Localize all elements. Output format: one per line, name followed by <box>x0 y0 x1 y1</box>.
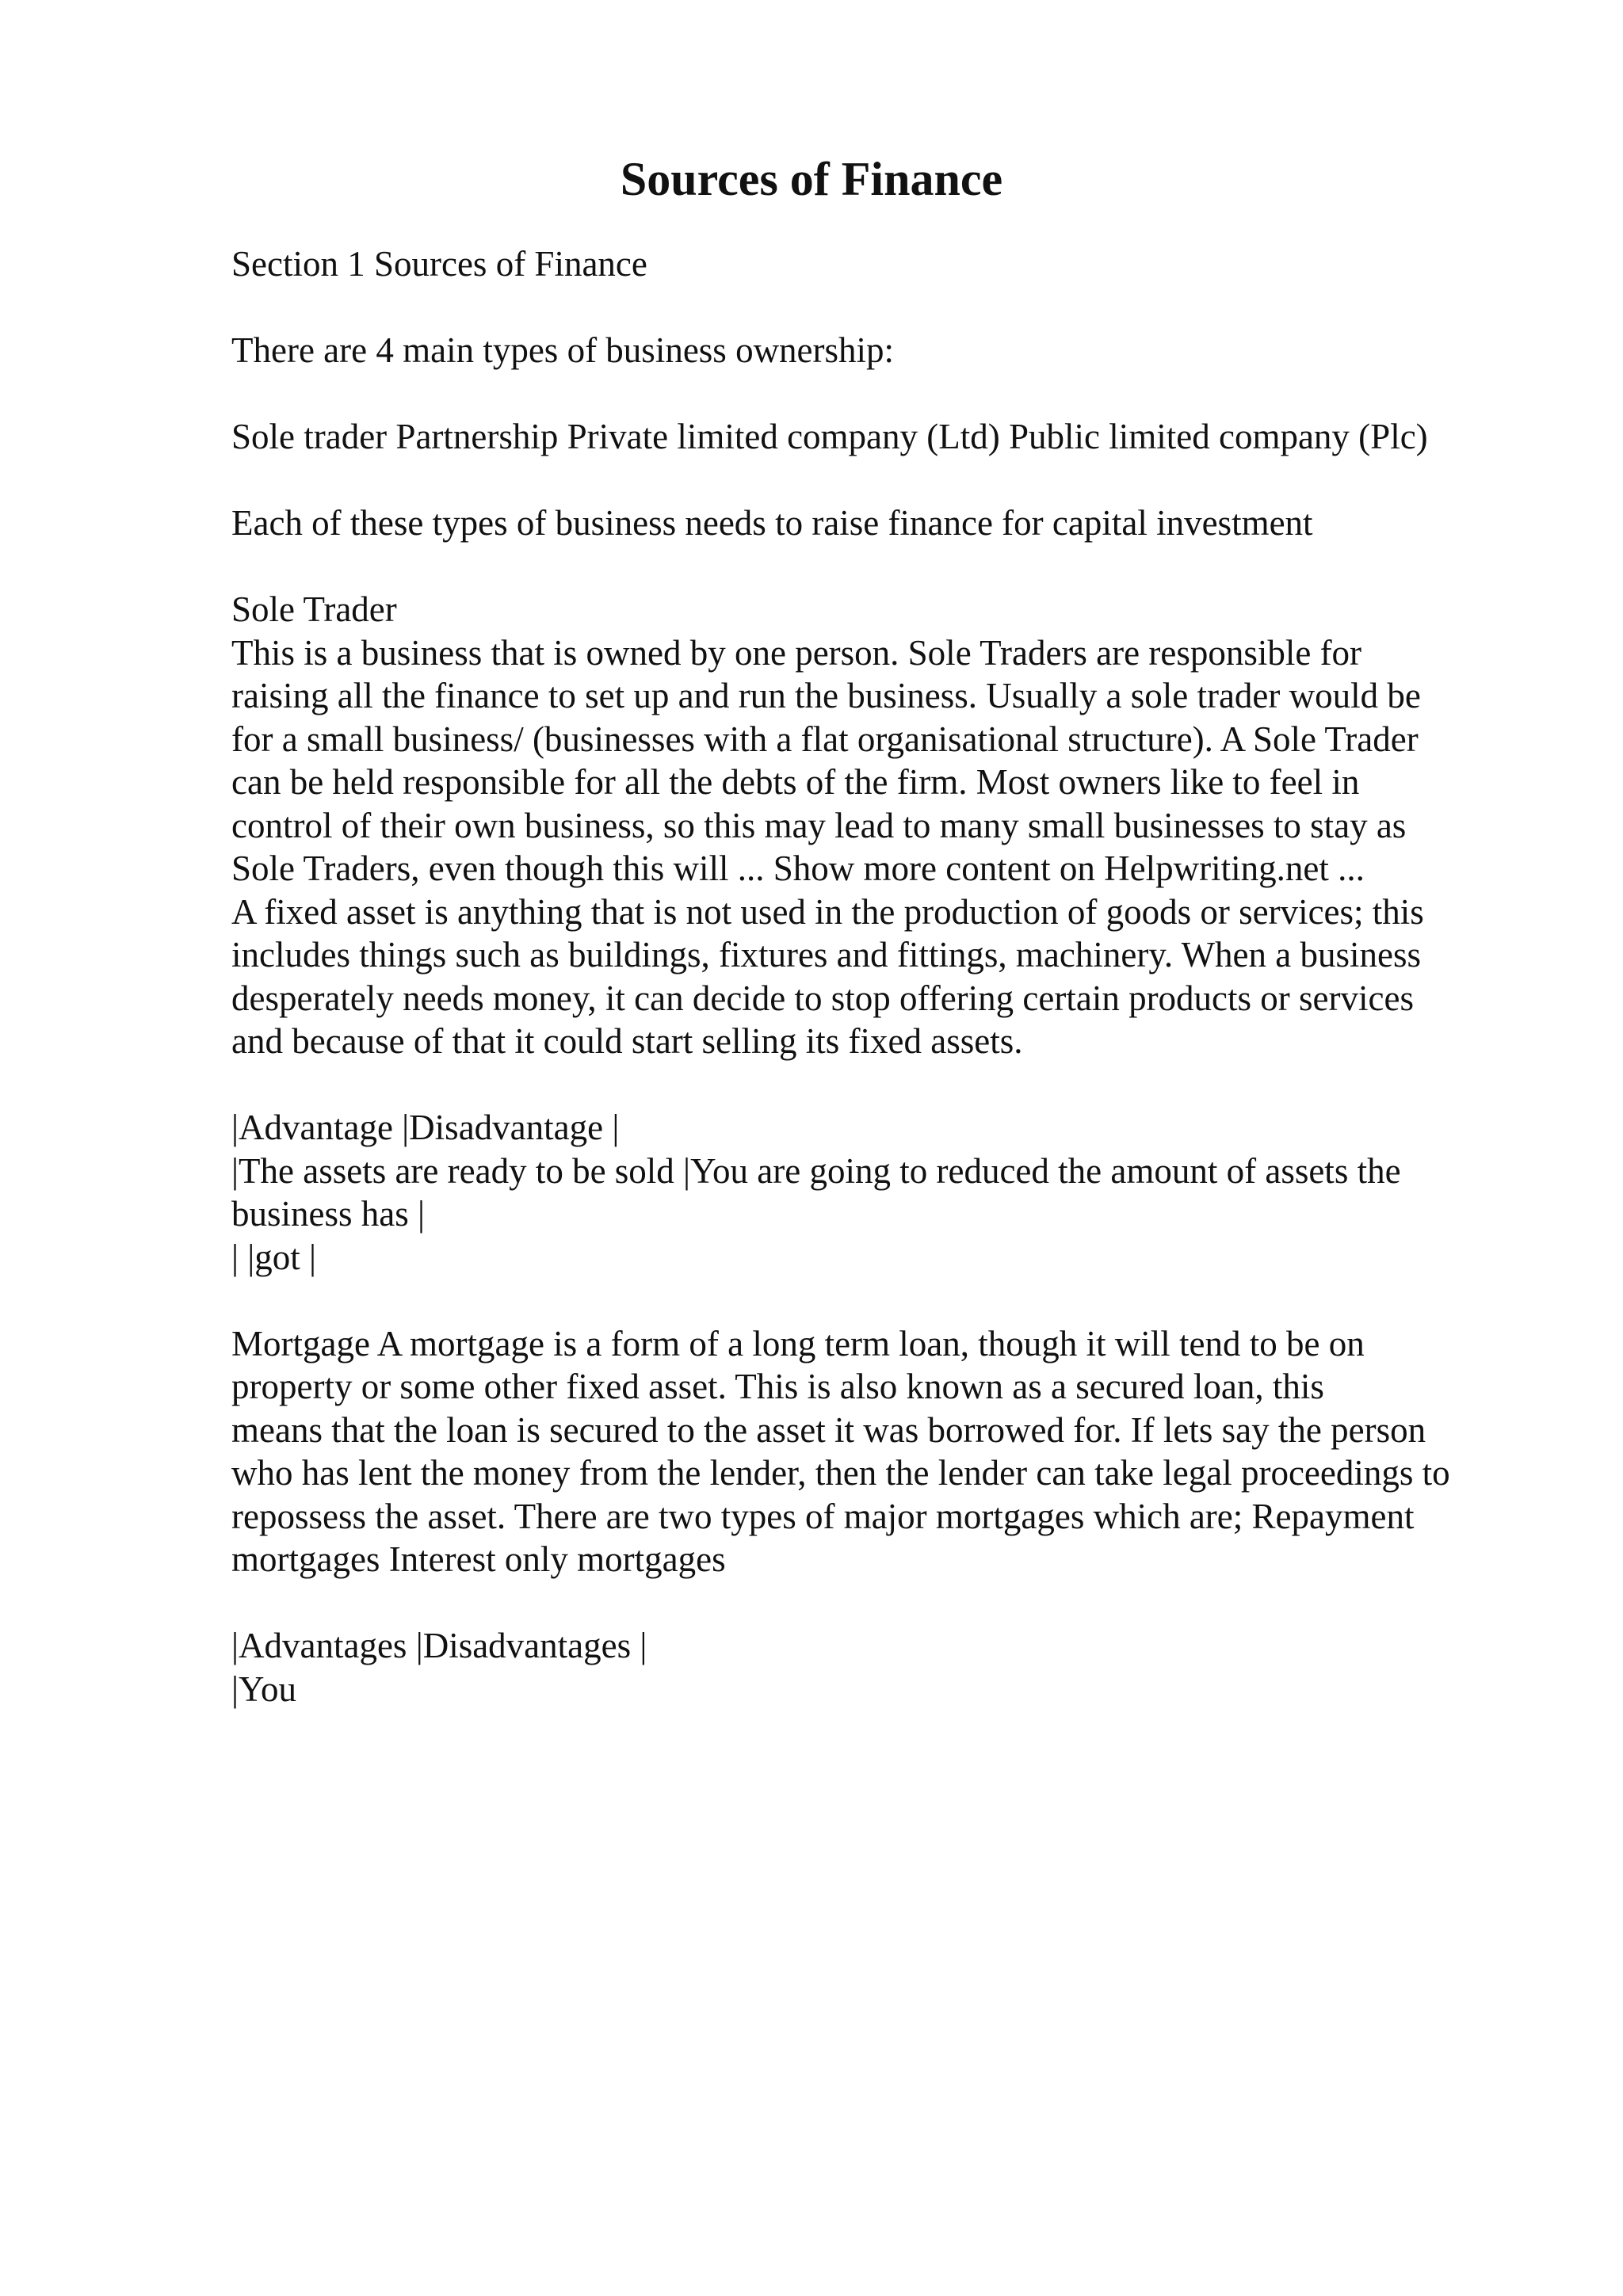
ownership-intro: There are 4 main types of business ownership: <box>231 330 895 370</box>
paragraph-gap <box>231 1581 1610 1625</box>
fixed-asset-table-text: |Advantage |Disadvantage | |The assets are ready to be sold |You are going to reduced the amount of assets the business has | | |got | <box>231 1108 1401 1277</box>
paragraph-gap <box>231 372 1610 416</box>
ownership-types: Sole trader Partnership Private limited company (Ltd) Public limited company (Plc) <box>231 417 1428 456</box>
paragraph-gap <box>231 1279 1610 1322</box>
mortgage-table-text: |Advantages |Disadvantages | |You <box>231 1626 647 1709</box>
paragraph-gap <box>231 1063 1610 1107</box>
paragraph-gap <box>231 545 1610 589</box>
paragraph-gap <box>231 286 1610 330</box>
finance-statement: Each of these types of business needs to raise finance for capital investment <box>231 503 1313 543</box>
paragraph-gap <box>231 459 1610 502</box>
section-heading: Section 1 Sources of Finance <box>231 244 647 284</box>
sole-trader-paragraph: Sole Trader This is a business that is owned by one person. Sole Traders are responsible for raising all the finance to set up and run the business. Usually a sole trader would be for a small business/ (businesses with a flat organisational structure). A Sole Trader can be held responsible for all the debts of the firm. Most owners like to feel in control of their own business, so this may lead to many small businesses to stay as Sole Traders, even though this will ... Show more content on Helpwriting.net ... A fixed asset is anything that is not used in the production of goods or services; this includes things such as buildings, fixtures and fittings, machinery. When a business desperately needs money, it can decide to stop offering certain products or services and because of that it could start selling its fixed assets. <box>231 589 1424 1061</box>
document-body <box>231 242 1610 1711</box>
mortgage-paragraph: Mortgage A mortgage is a form of a long term loan, though it will tend to be on property or some other fixed asset. This is also known as a secured loan, this means that the loan is secured to the asset it was borrowed for. If lets say the person who has lent the money from the lender, then the lender can take legal proceedings to repossess the asset. There are two types of major mortgages which are; Repayment mortgages Interest only mortgages <box>231 1323 1450 1579</box>
document-title: Sources of Finance <box>620 153 1003 205</box>
